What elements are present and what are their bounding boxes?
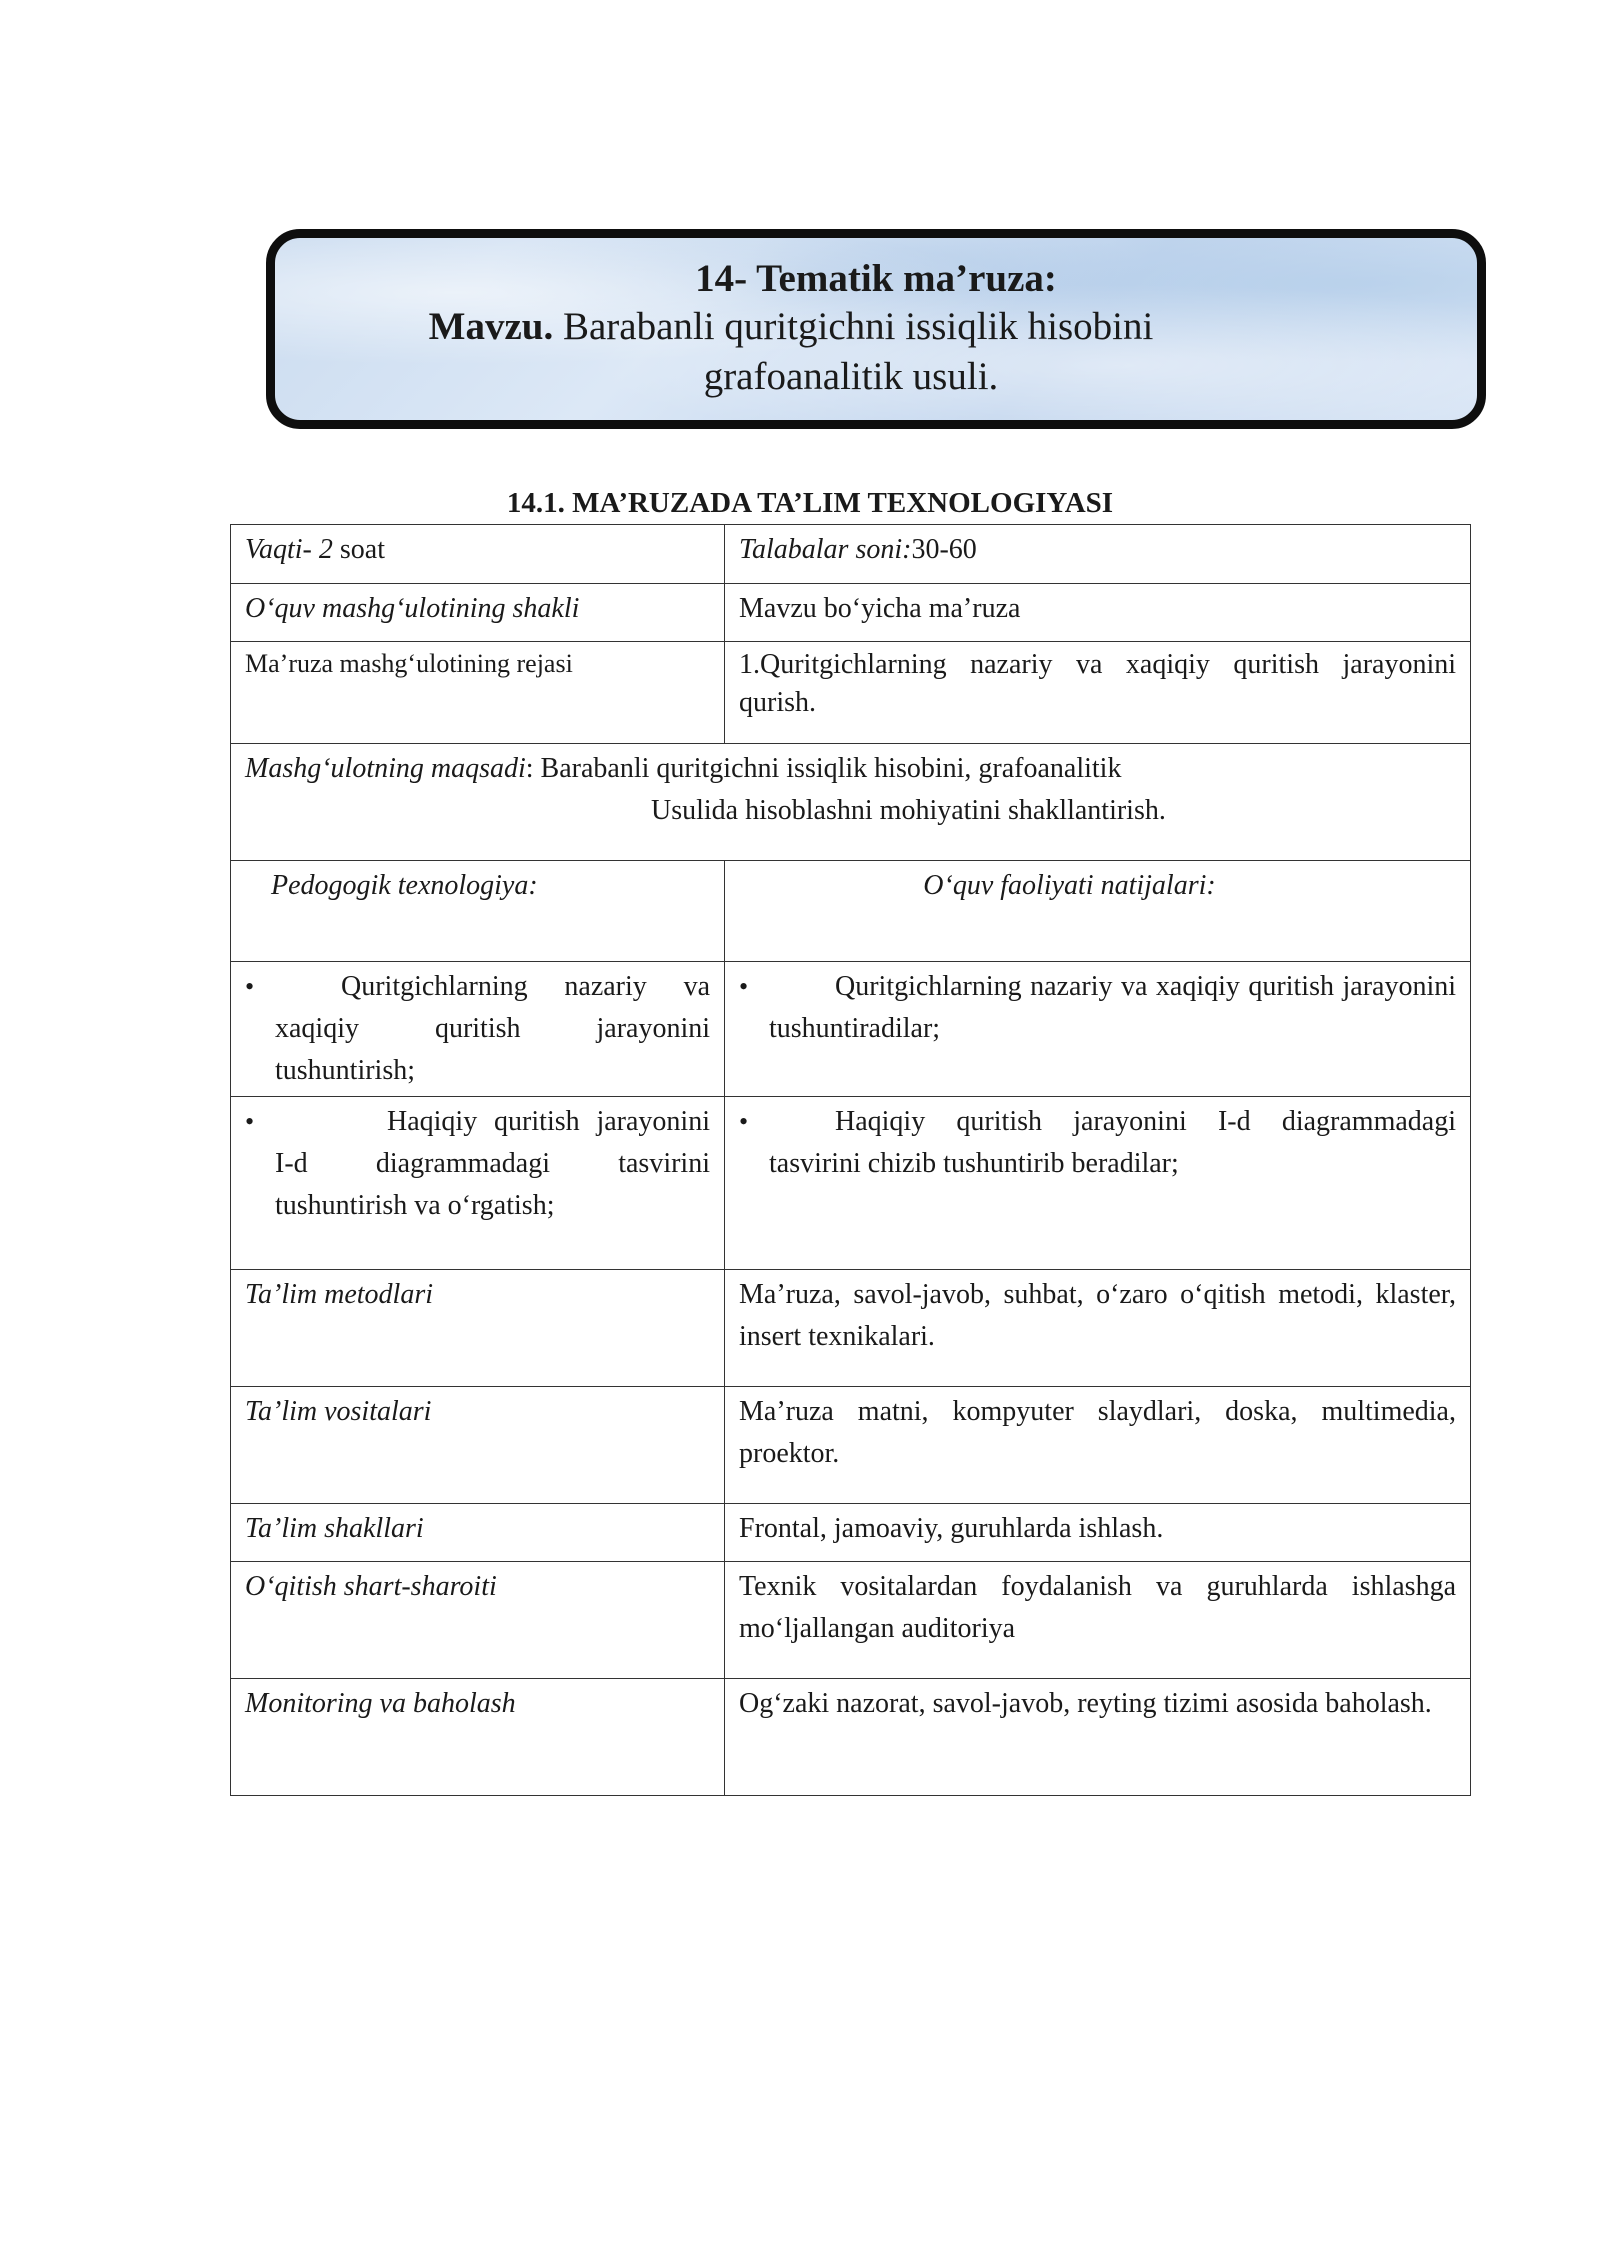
section-title: 14.1. MA’RUZADA TA’LIM TEXNOLOGIYASI: [506, 487, 1114, 519]
goal-text: : Barabanli quritgichni issiqlik hisobini, grafoanalitik: [525, 753, 1122, 784]
list-item: [245, 1101, 710, 1227]
goal-line: [245, 748, 1456, 790]
table-row: [231, 1504, 1471, 1562]
table-cell: Frontal, jamoaviy, guruhlarda ishlash.: [725, 1504, 1471, 1562]
banner-topic-line: [275, 304, 1477, 350]
table-row: [231, 861, 1471, 962]
table-cell: [725, 525, 1471, 584]
table-cell: [231, 744, 1471, 861]
list-item: [739, 1101, 1456, 1185]
table-cell: 1.Quritgichlarning nazariy va xaqiqiy quritish jarayonini qurish.: [725, 642, 1471, 744]
students-value: 30-60: [911, 534, 977, 565]
table-row: [231, 1270, 1471, 1387]
goal-label: Mashg‘ulotning maqsadi: [245, 753, 526, 784]
goal-line-2: Usulida hisoblashni mohiyatini shakllantirish.: [651, 795, 1166, 826]
table-row: [231, 1387, 1471, 1504]
table-cell: Ma’ruza matni, kompyuter slaydlari, doska, multimedia, proektor.: [725, 1387, 1471, 1504]
table-cell: Ta’lim metodlari: [231, 1270, 725, 1387]
list-item-text: Haqiqiy quritish jarayonini I-d diagrammadagi tasvirini chizib tushuntirib beradilar;: [769, 1106, 1456, 1179]
table-cell: Og‘zaki nazorat, savol-javob, reyting tizimi asosida baholash.: [725, 1679, 1471, 1796]
table-cell: [231, 962, 725, 1097]
table-cell: Texnik vositalardan foydalanish va guruhlarda ishlashga mo‘ljallangan auditoriya: [725, 1562, 1471, 1679]
table-row: [231, 642, 1471, 744]
table-cell: Ma’ruza mashg‘ulotining rejasi: [231, 642, 725, 744]
banner-topic-text: Barabanli quritgichni issiqlik hisobini: [553, 305, 1154, 348]
time-label: Vaqti- 2: [245, 534, 333, 565]
table-cell: [231, 525, 725, 584]
table-row: [231, 1097, 1471, 1270]
banner-title: 14- Tematik ma’ruza:: [695, 257, 1057, 300]
table-cell: Monitoring va baholash: [231, 1679, 725, 1796]
list-item-text: Quritgichlarning nazariy va xaqiqiy quritish jarayonini tushuntiradilar;: [769, 971, 1456, 1044]
table-cell: Ta’lim shakllari: [231, 1504, 725, 1562]
list-item-text: Quritgichlarning nazariy va xaqiqiy quritish jarayonini tushuntirish;: [275, 971, 710, 1086]
banner-topic-line2: grafoanalitik usuli.: [703, 355, 999, 398]
bullet-icon: •: [739, 972, 749, 1001]
table-row: [231, 584, 1471, 642]
bullet-icon: •: [245, 972, 255, 1001]
mavzu-label: Mavzu.: [428, 305, 554, 348]
table-cell: [725, 1097, 1471, 1270]
table-cell: [231, 1097, 725, 1270]
list-item: [739, 966, 1456, 1050]
table-cell: O‘qitish shart-sharoiti: [231, 1562, 725, 1679]
table-cell: [725, 962, 1471, 1097]
table-cell: O‘quv mashg‘ulotining shakli: [231, 584, 725, 642]
table-row: [231, 962, 1471, 1097]
table-row: [231, 744, 1471, 861]
bullet-icon: •: [245, 1107, 255, 1136]
table-row: [231, 1562, 1471, 1679]
bullet-icon: •: [739, 1107, 749, 1136]
table-cell: Pedogogik texnologiya:: [231, 861, 725, 962]
list-item: [245, 966, 710, 1092]
time-value: soat: [332, 534, 385, 565]
table-cell: O‘quv faoliyati natijalari:: [725, 861, 1471, 962]
table-cell: Ma’ruza, savol-javob, suhbat, o‘zaro o‘qitish metodi, klaster, insert texnikalari.: [725, 1270, 1471, 1387]
table-row: [231, 1679, 1471, 1796]
table-cell: Mavzu bo‘yicha ma’ruza: [725, 584, 1471, 642]
technology-table: [230, 524, 1471, 1796]
table-row: [231, 525, 1471, 584]
topic-banner: [266, 229, 1486, 429]
table-cell: Ta’lim vositalari: [231, 1387, 725, 1504]
list-item-text: Haqiqiy quritish jarayonini I-d diagrammadagi tasvirini tushuntirish va o‘rgatish;: [275, 1106, 710, 1221]
students-label: Talabalar soni:: [739, 534, 912, 565]
